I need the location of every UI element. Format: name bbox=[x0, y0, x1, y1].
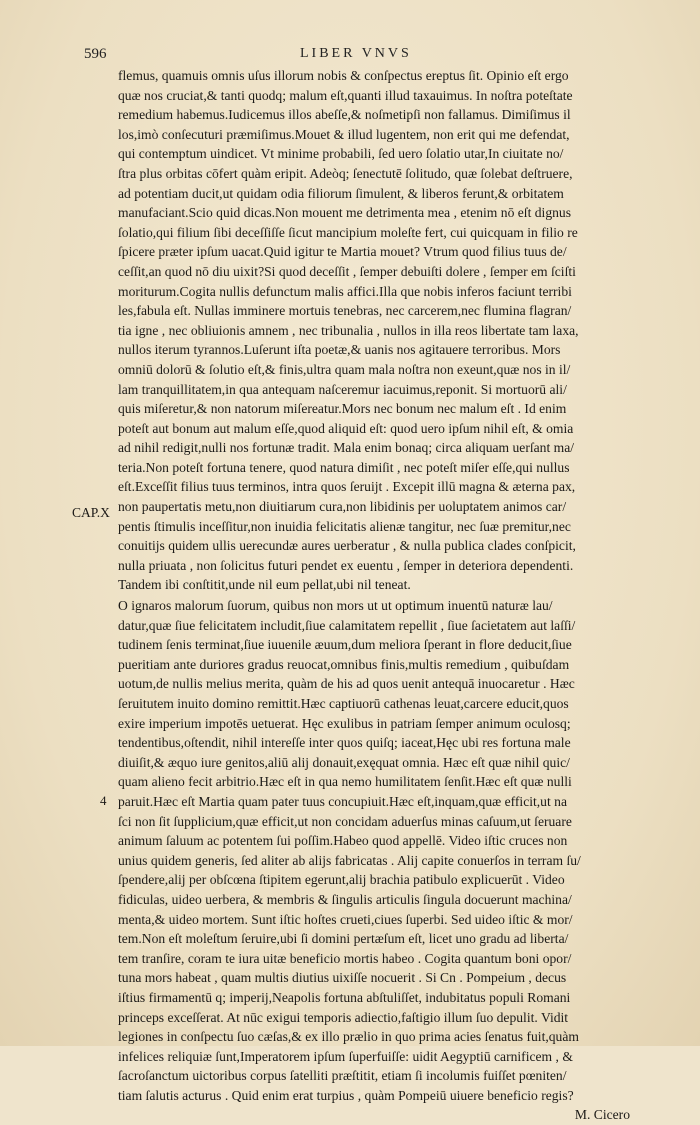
text-line: tiam ſalutis acturus . Quid enim erat turpius , quàm Pompeiū uiuere beneficio regis? bbox=[118, 1087, 574, 1103]
text-line: uotum,de nullis melius merita, quàm de his ad quos uenit antequā inuocaretur . Hæc bbox=[118, 676, 575, 692]
text-line: ceſſit,an quod nō diu uixit?Si quod deceſſit , ſemper debuiſti dolere , ſemper em ſciſti bbox=[118, 263, 576, 279]
text-line: legiones in conſpectu ſuo cæſas,& ex illo prælio in quo prima acies ſenatus fuit,quàm bbox=[118, 1029, 579, 1045]
text-line: moriturum.Cogita nullis defunctum malis affici.Illa que nobis inferos faciunt terribi bbox=[118, 283, 572, 299]
paragraph-1 bbox=[118, 66, 630, 595]
text-line: non paupertatis metu,non diuitiarum cura,non libidinis per uoluptatem animos car/ bbox=[118, 499, 567, 515]
text-line: paruit.Hæc eſt Martia quam pater tuus concupiuit.Hæc eſt,inquam,quæ efficit,ut na bbox=[118, 793, 567, 809]
running-head: LIBER VNVS bbox=[300, 46, 412, 61]
text-line: exire imperium impotēs uetuerat. Hęc exulibus in patriam ſemper animum oculosq; bbox=[118, 715, 571, 731]
text-line: ſpendere,alij per obſcœna ſtipitem egerunt,alij brachia patibulo explicuerūt . Video bbox=[118, 872, 565, 888]
text-line: quis miſeretur,& non natorum miſereatur.Mors nec bonum nec malum eſt . Id enim bbox=[118, 401, 567, 417]
text-line: fidiculas, uideo uerbera, & membris & ſingulis articulis ſingula docuerunt machina/ bbox=[118, 891, 572, 907]
paragraph-2 bbox=[118, 596, 630, 1105]
text-line: ſacroſanctum uictoribus corpus ſatelliti præſtitit, etiam ſi incolumis fuiſſet pœniten/ bbox=[118, 1068, 567, 1084]
text-line: Tandem ibi conſtitit,unde nil eum pellat,ubi nil teneat. bbox=[118, 577, 411, 593]
text-line: datur,quæ ſiue felicitatem includit,ſiue calamitatem repellit , ſiue ſacietatem aut laſſi/ bbox=[118, 617, 576, 633]
text-line: ad nihil redigit,nulli nos fortunæ tradit. Mala enim bonaq; circa aliquam uerſant ma/ bbox=[118, 440, 575, 456]
text-line: pentis ſtimulis inceſſitur,non inuidia felicitatis alienæ tangitur, nec ſuæ premitur,nec bbox=[118, 518, 571, 534]
text-line: pueritiam ante duriores gradus reuocat,omnibus finis,multis remedium , quibuſdam bbox=[118, 656, 570, 672]
text-line: remedium habemus.Iudicemus illos abeſſe,& noſmetipſi non fallamus. Dimiſimus il bbox=[118, 107, 571, 123]
text-block bbox=[118, 66, 630, 1125]
text-line: tem tranſire, coram te iura uitæ beneficio mortis habeo . Cogita quantum boni opor/ bbox=[118, 950, 572, 966]
page-number: 596 bbox=[84, 46, 107, 62]
chapter-label: CAP.X bbox=[72, 505, 110, 520]
text-line: princeps exceſſerat. At nūc exigui temporis adiectio,faſtigio illum ſuo depulit. Vidit bbox=[118, 1009, 569, 1025]
text-line: O ignaros malorum ſuorum, quibus non mors ut ut optimum inuentū naturæ lau/ bbox=[118, 598, 553, 614]
text-line: iſtius firmamentū q; imperij,Neapolis fortuna abſtuliſſet, indubitatus populi Romani bbox=[118, 989, 571, 1005]
text-line: menta,& uideo mortem. Sunt iſtic hoſtes crueti,ciues ſuperbi. Sed uideo iſtic & mor/ bbox=[118, 911, 573, 927]
text-line: tem.Non eſt moleſtum ſeruire,ubi ſi domini pertæſum eſt, licet uno gradu ad liberta/ bbox=[118, 931, 569, 947]
text-line: los,imò conſecuturi præmiſimus.Mouet & illud lugentem, non erit qui me defendat, bbox=[118, 126, 570, 142]
text-line: quam alieno fecit arbitrio.Hæc eſt in qua nemo humilitatem ſenſit.Hæc eſt quæ nulli bbox=[118, 774, 572, 790]
text-line: lam tranquillitatem,in qua antequam naſceremur iacuimus,reponit. Si mortuorū ali/ bbox=[118, 381, 567, 397]
text-line: tuna mors habeat , quam multis diutius uixiſſe nocuerit . Si Cn . Pompeium , decus bbox=[118, 970, 567, 986]
page-header bbox=[0, 46, 700, 68]
text-line: animum ſaluum ac potentem ſui poſſim.Habeo quod appellē. Video iſtic cruces non bbox=[118, 833, 568, 849]
text-line: teria.Non poteſt fortuna tenere, quod natura dimiſit , nec poteſt miſer eſſe,qui nullus bbox=[118, 459, 570, 475]
text-line: poteſt aut bonum aut malum eſſe,quod aliquid eſt: quod uero ipſum nihil eſt, & omia bbox=[118, 420, 574, 436]
text-line: tudinem ſenis terminat,ſiue iuuenile æuum,dum meliora ſperant in flore deducit,ſiue bbox=[118, 637, 572, 653]
text-line: ſolatio,qui filium ſibi deceſſiſſe ſicut mancipium moleſte fert, cui quicquam in filio re bbox=[118, 224, 578, 240]
text-line: les,fabula eſt. Nullas imminere mortuis tenebras, nec carcerem,nec flumina flagran/ bbox=[118, 303, 572, 319]
text-line: flemus, quamuis omnis uſus illorum nobis & conſpectus ereptus ſit. Opinio eſt ergo bbox=[118, 68, 569, 83]
text-line: ſeruitutem inuito domino remittit.Hæc captiuorū cathenas leuat,carcere educit,quos bbox=[118, 696, 569, 711]
text-line: tendentibus,oſtendit, nihil intereſſe inter quos quiſq; iaceat,Hęc ubi res fortuna male bbox=[118, 735, 571, 751]
text-line: ad potentiam ducit,ut quidam odia filiorum ſimulent, & liberos ferunt,& orbitatem bbox=[118, 185, 564, 201]
text-line: unius quidem generis, ſed aliter ab alijs fabricatas . Alij capite conuerſos in terram ſu/ bbox=[118, 852, 581, 868]
text-line: qui contemptum uindicet. Vt minime probabili, ſed uero ſolatio utar,In ciuitate no/ bbox=[118, 146, 564, 162]
text-line: tia igne , nec obliuionis amnem , nec tribunalia , nullos in illa reos libertate tam laxa, bbox=[118, 322, 579, 338]
text-line: ſtra plus orbitas cōfert quàm eripit. Adeòq; ſenectutē ſolitudo, quæ ſolebat deſtruere, bbox=[118, 165, 573, 181]
closing-line: M. Cicero bbox=[574, 1107, 630, 1123]
text-line: infelices reliquiæ ſunt,Imperatorem ipſum ſuperfuiſſe: uidit Aegyptiū carnificem , & bbox=[118, 1048, 573, 1064]
margin-mark: 4 bbox=[100, 793, 107, 808]
text-line: nulla priuata , non ſolicitus futuri pendet ex euentu , ſemper in deteriora dependenti. bbox=[118, 557, 574, 573]
text-line: omniū dolorū & ſolutio eſt,& finis,ultra quam mala noſtra non exeunt,quæ nos in il/ bbox=[118, 361, 571, 377]
text-line: ſpicere præter ipſum uacat.Quid igitur te Martia mouet? Vtrum quod filius tuus de/ bbox=[118, 244, 567, 260]
text-line: ſci non ſit ſupplicium,quæ efficit,ut non concidam aduerſus minas caſuum,ut ſeruare bbox=[118, 813, 572, 829]
text-line: eſt.Exceſſit filius tuus terminos, intra quos ſeruijt . Excepit illū magna & æterna pax, bbox=[118, 479, 576, 495]
text-line: conuitijs quidem ullis uerecundæ aures uerberatur , & nulla publica clades conſpicit, bbox=[118, 538, 576, 554]
text-line: quæ nos cruciat,& tanti quodq; malum eſt,quanti illud taxauimus. In noſtra poteſtate bbox=[118, 87, 573, 103]
text-line: diuiſit,& æquo iure genitos,aliū alij donauit,exęquat omnia. Hæc eſt quæ nihil quic/ bbox=[118, 754, 570, 770]
text-line: manufaciant.Scio quid dicas.Non mouent me detrimenta mea , etenim nō eſt dignus bbox=[118, 205, 572, 221]
text-line: nullos iterum tyrannos.Luſerunt iſta poetæ,& uanis nos agitauere terroribus. Mors bbox=[118, 342, 561, 358]
